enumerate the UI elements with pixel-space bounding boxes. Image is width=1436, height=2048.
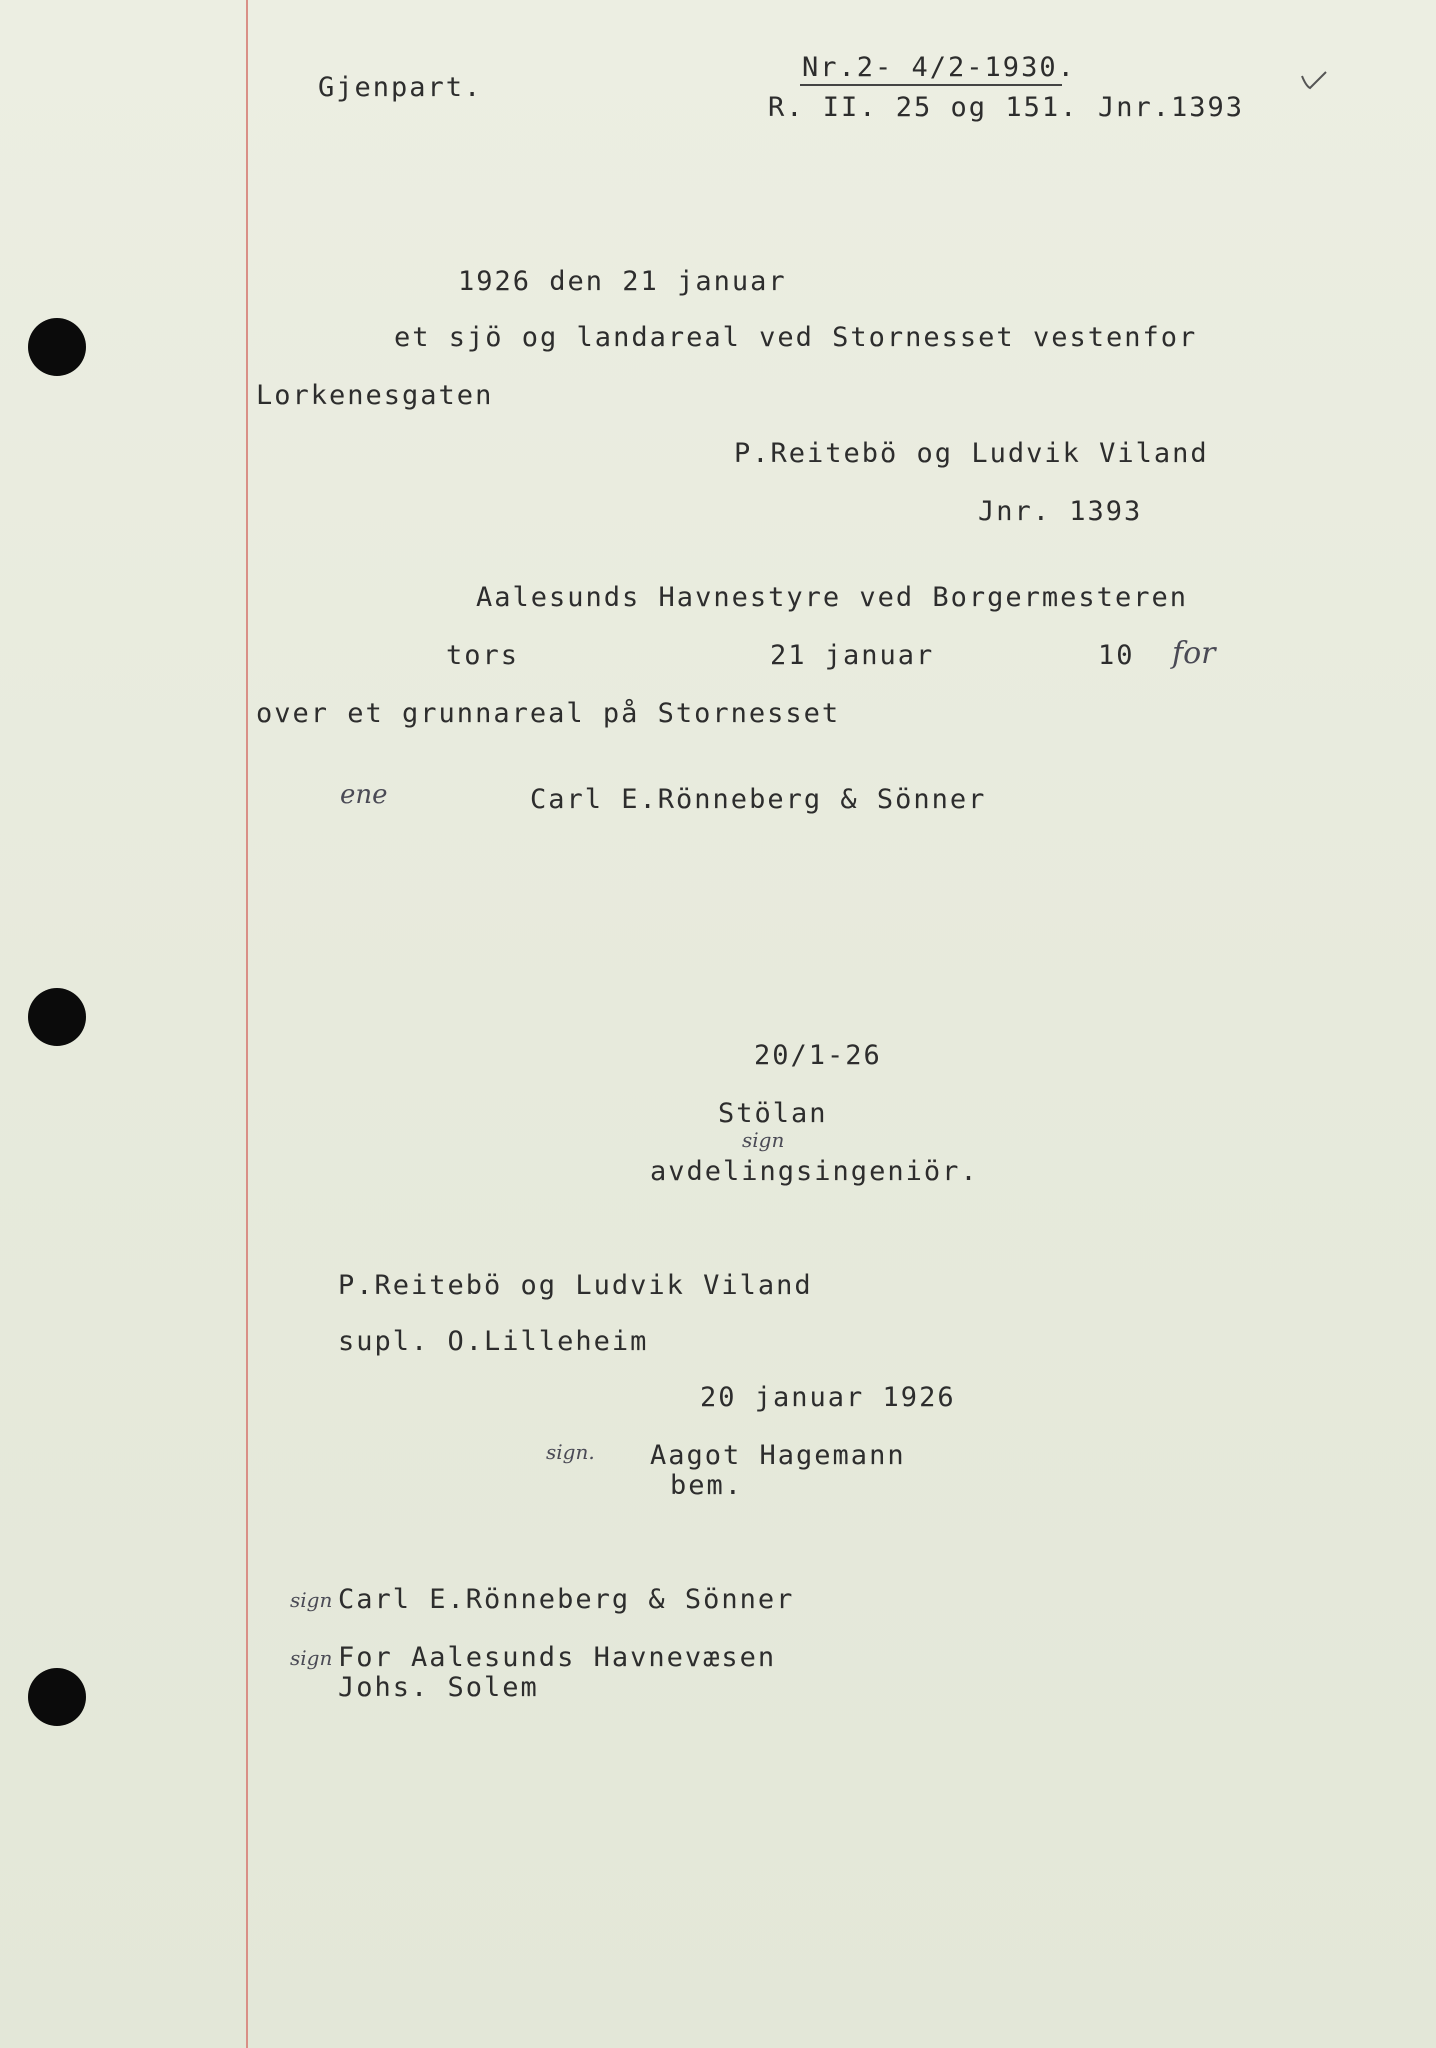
reference-underline (800, 84, 1062, 86)
punch-hole-top (28, 318, 86, 376)
day-line: tors (446, 640, 520, 671)
handwritten-prefix: ene (340, 780, 388, 810)
party-line: P.Reitebö og Ludvik Viland (734, 438, 1209, 469)
witness-date: 20 januar 1926 (700, 1382, 956, 1413)
authority-line: Aalesunds Havnestyre ved Borgermesteren (476, 582, 1188, 613)
company-line: Carl E.Rönneberg & Sönner (530, 784, 987, 815)
punch-hole-middle (28, 988, 86, 1046)
journal-line: Jnr. 1393 (978, 496, 1143, 527)
journal-number: Jnr.1393 (1098, 92, 1245, 123)
signature-date: 20/1-26 (754, 1040, 882, 1071)
signature-title: avdelingsingeniör. (650, 1156, 979, 1187)
handwritten-sign: sign (742, 1128, 785, 1152)
reference-register: R. II. 25 og 151. (768, 92, 1079, 123)
checkmark-icon (1300, 70, 1330, 94)
witness-line-2: supl. O.Lilleheim (338, 1326, 649, 1357)
final-signature-name: Johs. Solem (338, 1672, 539, 1703)
ground-area-line: over et grunnareal på Stornesset (256, 698, 841, 729)
area-line: et sjö og landareal ved Stornesset vestenfor (394, 322, 1198, 353)
handwritten-for: for (1172, 636, 1216, 671)
street-line: Lorkenesgaten (256, 380, 494, 411)
handwritten-witness-sign: sign. (546, 1440, 595, 1464)
witness-name: Aagot Hagemann (650, 1440, 906, 1471)
witness-line-1: P.Reitebö og Ludvik Viland (338, 1270, 813, 1301)
final-signature-authority: For Aalesunds Havnevæsen (338, 1642, 777, 1673)
final-signature-company: Carl E.Rönneberg & Sönner (338, 1584, 795, 1615)
signature-name: Stölan (718, 1098, 828, 1129)
handwritten-sign-1: sign (290, 1588, 333, 1612)
date-line: 1926 den 21 januar (458, 266, 787, 297)
reference-number: Nr.2- 4/2-1930. (802, 52, 1076, 83)
punch-hole-bottom (28, 1668, 86, 1726)
day-number: 10 (1098, 640, 1135, 671)
red-margin-line (246, 0, 248, 2048)
handwritten-sign-2: sign (290, 1646, 333, 1670)
witness-bem: bem. (670, 1470, 744, 1501)
day-date: 21 januar (770, 640, 935, 671)
copy-label: Gjenpart. (318, 72, 483, 103)
